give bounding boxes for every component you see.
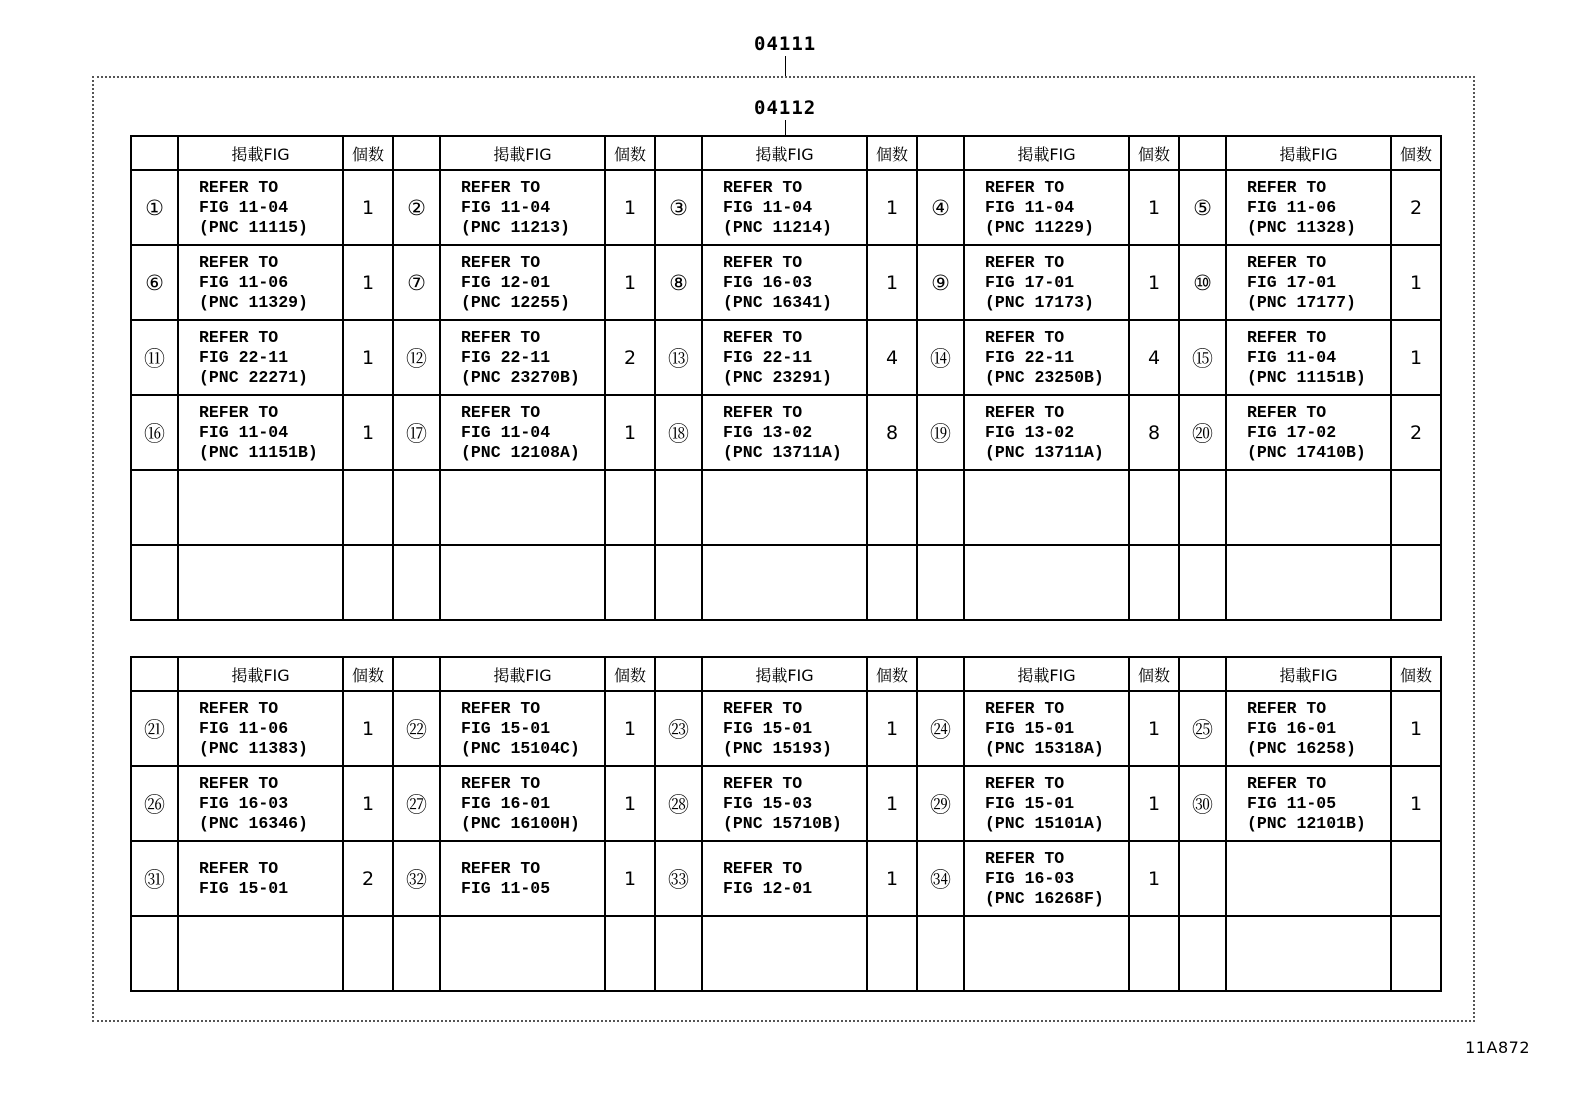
item-number bbox=[917, 916, 964, 991]
reference-line: FIG 15-01 bbox=[985, 718, 1075, 738]
header-qty: 個数 bbox=[605, 136, 655, 170]
item-reference bbox=[964, 245, 1129, 320]
item-reference bbox=[964, 766, 1129, 841]
item-quantity: 8 bbox=[867, 395, 917, 470]
header-fig: 掲載FIG bbox=[440, 657, 605, 691]
item-number: ㉗ bbox=[393, 766, 440, 841]
item-reference bbox=[964, 170, 1129, 245]
item-number: ⑭ bbox=[917, 320, 964, 395]
callout-outer-label: 04111 bbox=[754, 33, 817, 55]
item-quantity bbox=[1391, 545, 1441, 620]
header-row bbox=[131, 657, 1441, 691]
item-number: ㉑ bbox=[131, 691, 178, 766]
item-quantity: 1 bbox=[867, 245, 917, 320]
item-reference bbox=[440, 841, 605, 916]
reference-line: (PNC 11115) bbox=[199, 217, 308, 237]
reference-line: (PNC 12108A) bbox=[461, 442, 580, 462]
item-number bbox=[1179, 470, 1226, 545]
item-quantity: 1 bbox=[1391, 320, 1441, 395]
header-number-cell bbox=[655, 657, 702, 691]
reference-line: REFER TO bbox=[723, 773, 803, 793]
header-fig: 掲載FIG bbox=[178, 136, 343, 170]
item-number: ⑰ bbox=[393, 395, 440, 470]
reference-line: REFER TO bbox=[199, 402, 279, 422]
reference-line: (PNC 17173) bbox=[985, 292, 1094, 312]
header-fig: 掲載FIG bbox=[1226, 136, 1391, 170]
item-number: ⑪ bbox=[131, 320, 178, 395]
reference-line: (PNC 11229) bbox=[985, 217, 1094, 237]
reference-line: (PNC 15710B) bbox=[723, 813, 842, 833]
item-reference bbox=[178, 691, 343, 766]
item-quantity: 1 bbox=[1391, 766, 1441, 841]
item-reference bbox=[178, 470, 343, 545]
item-number: ㉓ bbox=[655, 691, 702, 766]
reference-line: REFER TO bbox=[461, 402, 541, 422]
item-quantity: 4 bbox=[867, 320, 917, 395]
reference-line: (PNC 17177) bbox=[1247, 292, 1356, 312]
reference-line: (PNC 16341) bbox=[723, 292, 832, 312]
reference-line: FIG 22-11 bbox=[461, 347, 551, 367]
reference-line: FIG 15-01 bbox=[199, 878, 289, 898]
reference-line: (PNC 16258) bbox=[1247, 738, 1356, 758]
item-number bbox=[655, 470, 702, 545]
item-number bbox=[131, 916, 178, 991]
item-number: ② bbox=[393, 170, 440, 245]
item-reference bbox=[964, 916, 1129, 991]
reference-line: REFER TO bbox=[461, 698, 541, 718]
item-number: ⑦ bbox=[393, 245, 440, 320]
item-reference bbox=[1226, 470, 1391, 545]
item-reference bbox=[702, 545, 867, 620]
reference-line: FIG 11-06 bbox=[199, 718, 289, 738]
reference-line: (PNC 11214) bbox=[723, 217, 832, 237]
table-row bbox=[131, 766, 1441, 841]
item-reference bbox=[1226, 766, 1391, 841]
item-reference bbox=[440, 245, 605, 320]
table-row bbox=[131, 916, 1441, 991]
item-reference bbox=[702, 691, 867, 766]
item-quantity bbox=[1391, 470, 1441, 545]
reference-line: FIG 15-01 bbox=[461, 718, 551, 738]
item-number: ⑤ bbox=[1179, 170, 1226, 245]
item-quantity: 1 bbox=[1129, 245, 1179, 320]
item-number bbox=[917, 470, 964, 545]
item-quantity bbox=[605, 545, 655, 620]
reference-line: (PNC 11383) bbox=[199, 738, 308, 758]
item-number: ③ bbox=[655, 170, 702, 245]
item-quantity: 8 bbox=[1129, 395, 1179, 470]
reference-line: FIG 11-04 bbox=[1247, 347, 1337, 367]
item-reference bbox=[178, 395, 343, 470]
reference-line: (PNC 15193) bbox=[723, 738, 832, 758]
reference-line: REFER TO bbox=[723, 177, 803, 197]
item-quantity: 1 bbox=[1129, 841, 1179, 916]
reference-line: REFER TO bbox=[461, 773, 541, 793]
reference-line: (PNC 15101A) bbox=[985, 813, 1104, 833]
reference-line: FIG 16-03 bbox=[199, 793, 289, 813]
item-quantity: 1 bbox=[1129, 170, 1179, 245]
reference-line: FIG 11-05 bbox=[1247, 793, 1337, 813]
item-number: ④ bbox=[917, 170, 964, 245]
item-reference bbox=[1226, 170, 1391, 245]
item-quantity: 1 bbox=[605, 691, 655, 766]
reference-line: (PNC 16100H) bbox=[461, 813, 580, 833]
item-reference bbox=[178, 766, 343, 841]
reference-line: REFER TO bbox=[1247, 327, 1327, 347]
header-qty: 個数 bbox=[605, 657, 655, 691]
header-fig: 掲載FIG bbox=[1226, 657, 1391, 691]
reference-line: REFER TO bbox=[985, 402, 1065, 422]
table-row bbox=[131, 841, 1441, 916]
reference-line: REFER TO bbox=[199, 773, 279, 793]
parts-table-top bbox=[130, 135, 1442, 621]
reference-line: REFER TO bbox=[723, 858, 803, 878]
header-fig: 掲載FIG bbox=[702, 136, 867, 170]
reference-line: (PNC 15104C) bbox=[461, 738, 580, 758]
header-number-cell bbox=[131, 657, 178, 691]
reference-line: (PNC 11329) bbox=[199, 292, 308, 312]
table-row bbox=[131, 320, 1441, 395]
header-qty: 個数 bbox=[1391, 136, 1441, 170]
reference-line: REFER TO bbox=[461, 252, 541, 272]
item-number bbox=[393, 470, 440, 545]
header-number-cell bbox=[917, 657, 964, 691]
reference-line: (PNC 13711A) bbox=[985, 442, 1104, 462]
item-quantity bbox=[1129, 916, 1179, 991]
parts-table-bottom bbox=[130, 656, 1442, 992]
item-number: ⑯ bbox=[131, 395, 178, 470]
reference-line: FIG 15-01 bbox=[985, 793, 1075, 813]
header-number-cell bbox=[131, 136, 178, 170]
item-quantity bbox=[343, 916, 393, 991]
item-number: ㉜ bbox=[393, 841, 440, 916]
reference-line: (PNC 11151B) bbox=[199, 442, 318, 462]
reference-line: FIG 16-01 bbox=[1247, 718, 1337, 738]
item-reference bbox=[702, 395, 867, 470]
table-row bbox=[131, 395, 1441, 470]
reference-line: FIG 13-02 bbox=[723, 422, 813, 442]
item-reference bbox=[702, 245, 867, 320]
reference-line: FIG 11-04 bbox=[461, 197, 551, 217]
reference-line: REFER TO bbox=[985, 773, 1065, 793]
reference-line: FIG 11-04 bbox=[199, 422, 289, 442]
reference-line: FIG 11-04 bbox=[199, 197, 289, 217]
item-reference bbox=[702, 170, 867, 245]
item-reference bbox=[1226, 320, 1391, 395]
reference-line: FIG 15-01 bbox=[723, 718, 813, 738]
item-reference bbox=[964, 691, 1129, 766]
reference-line: REFER TO bbox=[199, 252, 279, 272]
table-row bbox=[131, 470, 1441, 545]
reference-line: (PNC 23250B) bbox=[985, 367, 1104, 387]
item-reference bbox=[702, 766, 867, 841]
reference-line: FIG 22-11 bbox=[985, 347, 1075, 367]
item-number: ⑥ bbox=[131, 245, 178, 320]
reference-line: (PNC 23270B) bbox=[461, 367, 580, 387]
header-qty: 個数 bbox=[1129, 136, 1179, 170]
reference-line: FIG 12-01 bbox=[461, 272, 551, 292]
header-number-cell bbox=[393, 136, 440, 170]
item-reference bbox=[178, 841, 343, 916]
reference-line: FIG 17-01 bbox=[985, 272, 1075, 292]
reference-line: FIG 17-02 bbox=[1247, 422, 1337, 442]
item-quantity bbox=[605, 916, 655, 991]
item-quantity: 1 bbox=[343, 395, 393, 470]
item-quantity: 1 bbox=[867, 766, 917, 841]
item-number bbox=[1179, 916, 1226, 991]
reference-line: REFER TO bbox=[723, 698, 803, 718]
item-reference bbox=[702, 470, 867, 545]
item-reference bbox=[440, 545, 605, 620]
item-quantity bbox=[867, 916, 917, 991]
item-number: ⑫ bbox=[393, 320, 440, 395]
item-quantity: 1 bbox=[343, 691, 393, 766]
table-row bbox=[131, 245, 1441, 320]
reference-line: REFER TO bbox=[985, 698, 1065, 718]
item-quantity bbox=[1129, 545, 1179, 620]
item-reference bbox=[964, 395, 1129, 470]
item-quantity: 1 bbox=[867, 170, 917, 245]
header-row bbox=[131, 136, 1441, 170]
table-row bbox=[131, 691, 1441, 766]
item-reference bbox=[964, 545, 1129, 620]
reference-line: (PNC 22271) bbox=[199, 367, 308, 387]
reference-line: REFER TO bbox=[1247, 773, 1327, 793]
header-qty: 個数 bbox=[1391, 657, 1441, 691]
figure-code: 11A872 bbox=[1465, 1038, 1530, 1057]
item-number: ㉒ bbox=[393, 691, 440, 766]
item-reference bbox=[178, 545, 343, 620]
reference-line: REFER TO bbox=[1247, 402, 1327, 422]
table-row bbox=[131, 170, 1441, 245]
item-quantity: 1 bbox=[1129, 691, 1179, 766]
reference-line: FIG 13-02 bbox=[985, 422, 1075, 442]
item-reference bbox=[440, 916, 605, 991]
reference-line: FIG 16-03 bbox=[723, 272, 813, 292]
reference-line: (PNC 17410B) bbox=[1247, 442, 1366, 462]
reference-line: REFER TO bbox=[723, 402, 803, 422]
item-quantity: 1 bbox=[605, 245, 655, 320]
item-number: ⑮ bbox=[1179, 320, 1226, 395]
item-number: ㉝ bbox=[655, 841, 702, 916]
reference-line: REFER TO bbox=[461, 327, 541, 347]
item-quantity: 2 bbox=[605, 320, 655, 395]
reference-line: (PNC 13711A) bbox=[723, 442, 842, 462]
item-quantity: 1 bbox=[605, 766, 655, 841]
header-number-cell bbox=[1179, 657, 1226, 691]
item-quantity bbox=[867, 470, 917, 545]
item-reference bbox=[702, 916, 867, 991]
item-quantity bbox=[1391, 841, 1441, 916]
header-qty: 個数 bbox=[343, 136, 393, 170]
item-quantity: 1 bbox=[343, 766, 393, 841]
item-reference bbox=[1226, 916, 1391, 991]
item-number: ⑳ bbox=[1179, 395, 1226, 470]
reference-line: FIG 16-01 bbox=[461, 793, 551, 813]
item-quantity bbox=[343, 470, 393, 545]
reference-line: FIG 11-06 bbox=[1247, 197, 1337, 217]
header-number-cell bbox=[917, 136, 964, 170]
reference-line: (PNC 15318A) bbox=[985, 738, 1104, 758]
item-reference bbox=[440, 766, 605, 841]
reference-line: REFER TO bbox=[1247, 252, 1327, 272]
item-quantity bbox=[605, 470, 655, 545]
item-reference bbox=[440, 691, 605, 766]
item-number bbox=[131, 470, 178, 545]
item-reference bbox=[178, 245, 343, 320]
reference-line: (PNC 23291) bbox=[723, 367, 832, 387]
item-number: ㉙ bbox=[917, 766, 964, 841]
item-number bbox=[131, 545, 178, 620]
reference-line: (PNC 11213) bbox=[461, 217, 570, 237]
reference-line: (PNC 11151B) bbox=[1247, 367, 1366, 387]
item-quantity: 1 bbox=[343, 245, 393, 320]
header-qty: 個数 bbox=[343, 657, 393, 691]
item-number: ㉔ bbox=[917, 691, 964, 766]
item-quantity: 1 bbox=[1129, 766, 1179, 841]
item-number: ㉛ bbox=[131, 841, 178, 916]
header-fig: 掲載FIG bbox=[178, 657, 343, 691]
reference-line: REFER TO bbox=[985, 252, 1065, 272]
reference-line: REFER TO bbox=[199, 177, 279, 197]
reference-line: (PNC 12101B) bbox=[1247, 813, 1366, 833]
item-number bbox=[393, 545, 440, 620]
reference-line: REFER TO bbox=[985, 848, 1065, 868]
item-reference bbox=[1226, 245, 1391, 320]
item-number: ㉞ bbox=[917, 841, 964, 916]
item-number: ① bbox=[131, 170, 178, 245]
item-reference bbox=[440, 320, 605, 395]
item-reference bbox=[178, 170, 343, 245]
item-reference bbox=[440, 395, 605, 470]
item-number: ⑨ bbox=[917, 245, 964, 320]
item-reference bbox=[1226, 395, 1391, 470]
reference-line: FIG 11-04 bbox=[985, 197, 1075, 217]
item-number: ㉘ bbox=[655, 766, 702, 841]
item-number: ㉚ bbox=[1179, 766, 1226, 841]
reference-line: REFER TO bbox=[985, 177, 1065, 197]
item-quantity: 1 bbox=[605, 395, 655, 470]
item-number bbox=[655, 545, 702, 620]
item-reference bbox=[440, 170, 605, 245]
reference-line: REFER TO bbox=[1247, 177, 1327, 197]
item-quantity: 1 bbox=[343, 170, 393, 245]
reference-line: FIG 22-11 bbox=[199, 347, 289, 367]
item-quantity: 1 bbox=[867, 841, 917, 916]
item-quantity: 2 bbox=[1391, 395, 1441, 470]
item-reference bbox=[178, 320, 343, 395]
item-number bbox=[1179, 545, 1226, 620]
item-quantity: 1 bbox=[867, 691, 917, 766]
item-quantity: 1 bbox=[1391, 691, 1441, 766]
item-number bbox=[917, 545, 964, 620]
reference-line: FIG 11-04 bbox=[723, 197, 813, 217]
reference-line: FIG 12-01 bbox=[723, 878, 813, 898]
header-number-cell bbox=[1179, 136, 1226, 170]
reference-line: (PNC 11328) bbox=[1247, 217, 1356, 237]
item-reference bbox=[964, 320, 1129, 395]
reference-line: (PNC 16268F) bbox=[985, 888, 1104, 908]
reference-line: REFER TO bbox=[461, 858, 541, 878]
item-number: ⑩ bbox=[1179, 245, 1226, 320]
reference-line: FIG 11-05 bbox=[461, 878, 551, 898]
callout-inner-label: 04112 bbox=[754, 97, 817, 119]
reference-line: FIG 15-03 bbox=[723, 793, 813, 813]
item-reference bbox=[178, 916, 343, 991]
item-reference bbox=[1226, 691, 1391, 766]
reference-line: REFER TO bbox=[723, 327, 803, 347]
item-quantity: 2 bbox=[343, 841, 393, 916]
item-number: ㉕ bbox=[1179, 691, 1226, 766]
header-qty: 個数 bbox=[867, 136, 917, 170]
item-reference bbox=[964, 470, 1129, 545]
reference-line: REFER TO bbox=[199, 858, 279, 878]
table-row bbox=[131, 545, 1441, 620]
callout-inner-leader bbox=[785, 120, 786, 135]
reference-line: FIG 11-04 bbox=[461, 422, 551, 442]
reference-line: FIG 22-11 bbox=[723, 347, 813, 367]
header-fig: 掲載FIG bbox=[964, 136, 1129, 170]
reference-line: REFER TO bbox=[199, 698, 279, 718]
header-fig: 掲載FIG bbox=[440, 136, 605, 170]
item-quantity bbox=[1391, 916, 1441, 991]
reference-line: (PNC 12255) bbox=[461, 292, 570, 312]
item-quantity: 1 bbox=[605, 170, 655, 245]
item-number: ⑬ bbox=[655, 320, 702, 395]
reference-line: REFER TO bbox=[199, 327, 279, 347]
item-reference bbox=[1226, 841, 1391, 916]
item-quantity: 4 bbox=[1129, 320, 1179, 395]
item-quantity bbox=[343, 545, 393, 620]
item-reference bbox=[1226, 545, 1391, 620]
reference-line: (PNC 16346) bbox=[199, 813, 308, 833]
item-number bbox=[393, 916, 440, 991]
item-number bbox=[1179, 841, 1226, 916]
item-reference bbox=[702, 841, 867, 916]
item-reference bbox=[964, 841, 1129, 916]
reference-line: FIG 16-03 bbox=[985, 868, 1075, 888]
reference-line: REFER TO bbox=[723, 252, 803, 272]
item-reference bbox=[440, 470, 605, 545]
reference-line: REFER TO bbox=[985, 327, 1065, 347]
callout-outer-leader bbox=[785, 56, 786, 76]
item-quantity: 1 bbox=[1391, 245, 1441, 320]
item-quantity: 1 bbox=[343, 320, 393, 395]
item-quantity: 1 bbox=[605, 841, 655, 916]
header-qty: 個数 bbox=[867, 657, 917, 691]
header-number-cell bbox=[393, 657, 440, 691]
reference-line: FIG 17-01 bbox=[1247, 272, 1337, 292]
item-number: ⑲ bbox=[917, 395, 964, 470]
header-qty: 個数 bbox=[1129, 657, 1179, 691]
item-number: ⑱ bbox=[655, 395, 702, 470]
item-reference bbox=[702, 320, 867, 395]
item-number: ⑧ bbox=[655, 245, 702, 320]
item-quantity bbox=[867, 545, 917, 620]
header-number-cell bbox=[655, 136, 702, 170]
item-quantity: 2 bbox=[1391, 170, 1441, 245]
header-fig: 掲載FIG bbox=[702, 657, 867, 691]
reference-line: FIG 11-06 bbox=[199, 272, 289, 292]
item-quantity bbox=[1129, 470, 1179, 545]
item-number bbox=[655, 916, 702, 991]
reference-line: REFER TO bbox=[1247, 698, 1327, 718]
reference-line: REFER TO bbox=[461, 177, 541, 197]
item-number: ㉖ bbox=[131, 766, 178, 841]
header-fig: 掲載FIG bbox=[964, 657, 1129, 691]
